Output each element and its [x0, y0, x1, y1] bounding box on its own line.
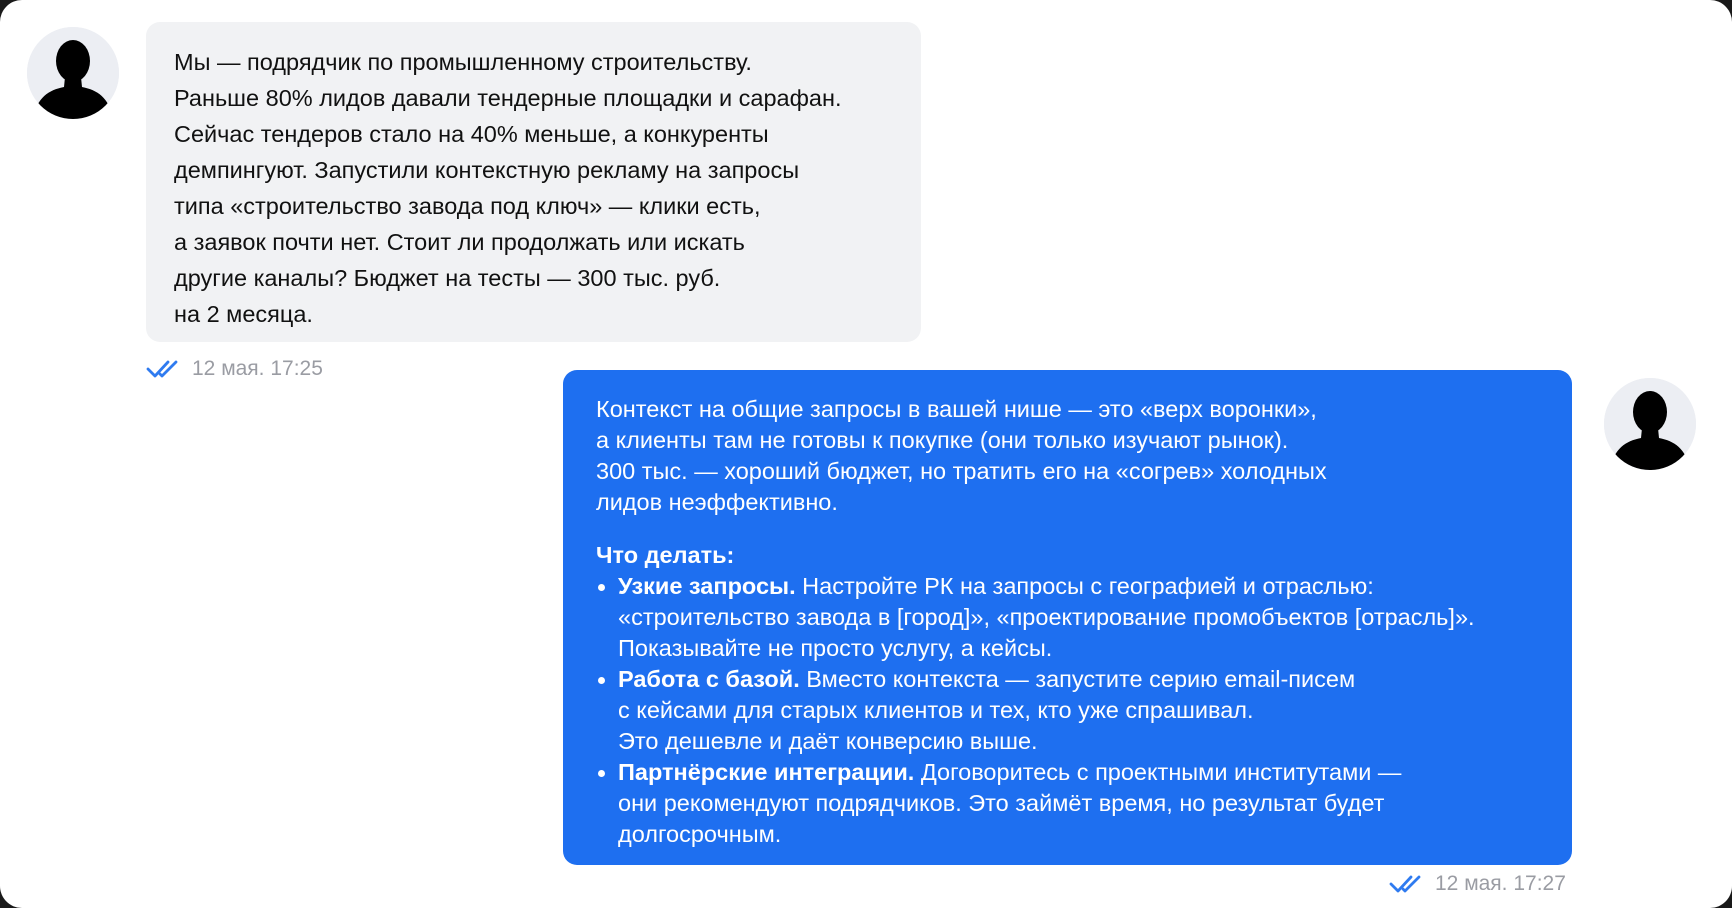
message-line: а заявок почти нет. Стоит ли продолжать или искать	[174, 229, 745, 255]
list-item-line: с кейсами для старых клиентов и тех, кто уже спрашивал.	[618, 697, 1254, 723]
message-line: на 2 месяца.	[174, 301, 313, 327]
message-line: а клиенты там не готовы к покупке (они только изучают рынок).	[596, 427, 1289, 453]
double-check-icon	[146, 359, 180, 379]
list-item-title: Партнёрские интеграции.	[618, 759, 915, 785]
incoming-message-bubble[interactable]	[146, 22, 921, 342]
message-line: Мы — подрядчик по промышленному строительству.	[174, 49, 752, 75]
list-item-text: Договоритесь с проектными институтами —	[914, 759, 1402, 785]
todo-heading: Что делать:	[596, 542, 735, 568]
list-item-line: «строительство завода в [город]», «проектирование промобъектов [отрасль]».	[618, 604, 1475, 630]
list-item-line: Показывайте не просто услугу, а кейсы.	[618, 635, 1053, 661]
list-item	[596, 757, 1542, 850]
list-item-line: долгосрочным.	[618, 821, 782, 847]
list-item	[596, 571, 1542, 664]
message-line: типа «строительство завода под ключ» — клики есть,	[174, 193, 761, 219]
incoming-message-text	[174, 44, 893, 332]
recommendation-list	[596, 571, 1542, 850]
list-item	[596, 664, 1542, 757]
recipient-avatar[interactable]	[1604, 378, 1696, 470]
message-timestamp: 12 мая. 17:27	[1435, 872, 1566, 895]
list-item-text: Настройте РК на запросы с географией и отраслью:	[795, 573, 1374, 599]
reply-intro	[596, 394, 1542, 518]
incoming-message-meta	[146, 357, 323, 381]
list-item-line: Это дешевле и даёт конверсию выше.	[618, 728, 1038, 754]
list-item-text: Вместо контекста — запустите серию email-писем	[799, 666, 1356, 692]
message-line: лидов неэффективно.	[596, 489, 838, 515]
message-line: 300 тыс. — хороший бюджет, но тратить его на «согрев» холодных	[596, 458, 1327, 484]
list-item-first-line	[618, 571, 1542, 602]
sender-avatar[interactable]	[27, 27, 119, 119]
outgoing-message-meta	[1389, 872, 1566, 896]
double-check-icon	[1389, 874, 1423, 894]
message-line: другие каналы? Бюджет на тесты — 300 тыс. руб.	[174, 265, 721, 291]
outgoing-message-bubble[interactable]	[563, 370, 1572, 865]
message-timestamp: 12 мая. 17:25	[192, 357, 323, 380]
message-line: демпингуют. Запустили контекстную рекламу на запросы	[174, 157, 800, 183]
message-line: Контекст на общие запросы в вашей нише — это «верх воронки»,	[596, 396, 1317, 422]
user-silhouette-icon	[1604, 378, 1696, 470]
list-item-line: они рекомендуют подрядчиков. Это займёт время, но результат будет	[618, 790, 1385, 816]
message-line: Раньше 80% лидов давали тендерные площадки и сарафан.	[174, 85, 842, 111]
list-item-first-line	[618, 757, 1542, 788]
list-item-title: Узкие запросы.	[618, 573, 796, 599]
message-line: Сейчас тендеров стало на 40% меньше, а конкуренты	[174, 121, 769, 147]
list-item-first-line	[618, 664, 1542, 695]
list-item-title: Работа с базой.	[618, 666, 800, 692]
user-silhouette-icon	[27, 27, 119, 119]
